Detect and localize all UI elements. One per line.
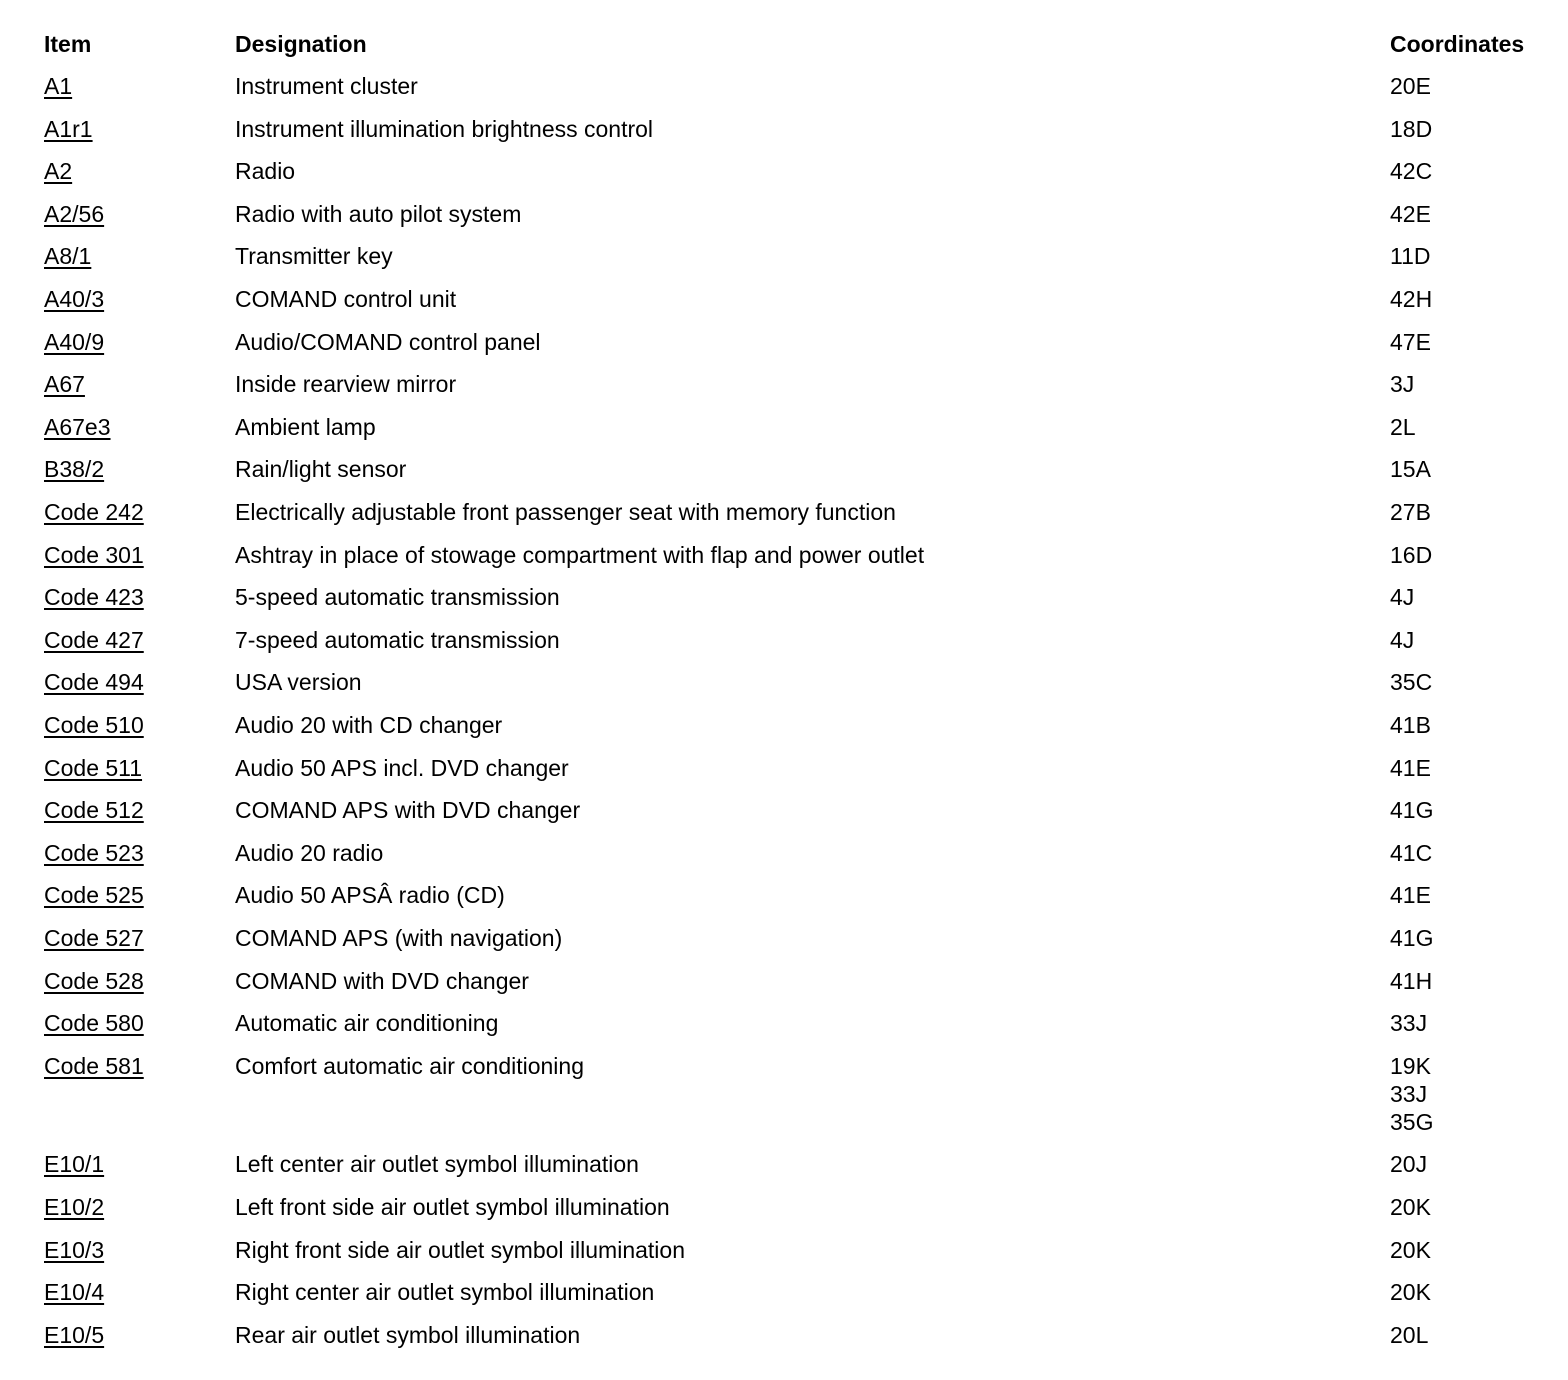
coordinate-value: 41E bbox=[1390, 882, 1431, 908]
designation-cell: Rain/light sensor bbox=[235, 456, 407, 482]
coordinate-value: 20K bbox=[1390, 1194, 1431, 1220]
coordinates-cell bbox=[1390, 839, 1432, 867]
item-link[interactable]: Code 494 bbox=[44, 669, 144, 695]
designation-cell: Inside rearview mirror bbox=[235, 371, 457, 397]
item-link[interactable]: Code 423 bbox=[44, 584, 144, 610]
designation-cell: Radio bbox=[235, 158, 296, 184]
coordinates-cell bbox=[1390, 242, 1431, 270]
designation-cell: Automatic air conditioning bbox=[235, 1010, 499, 1036]
item-link[interactable]: Code 427 bbox=[44, 627, 144, 653]
designation-cell: Instrument illumination brightness control bbox=[235, 116, 654, 142]
coordinates-cell bbox=[1390, 754, 1431, 782]
coordinate-value: 19K bbox=[1390, 1053, 1431, 1079]
coordinates-cell bbox=[1390, 541, 1432, 569]
item-link[interactable]: E10/5 bbox=[44, 1322, 105, 1348]
coordinate-value: 15A bbox=[1390, 456, 1431, 482]
designation-cell: Electrically adjustable front passenger seat with memory function bbox=[235, 499, 896, 525]
coordinates-cell bbox=[1390, 285, 1432, 313]
coordinate-value: 4J bbox=[1390, 584, 1415, 610]
item-link[interactable]: Code 525 bbox=[44, 882, 144, 908]
designation-cell: Left center air outlet symbol illumination bbox=[235, 1151, 639, 1177]
coordinate-value: 47E bbox=[1390, 329, 1431, 355]
item-link[interactable]: Code 580 bbox=[44, 1010, 144, 1036]
coordinate-value: 4J bbox=[1390, 627, 1415, 653]
coordinates-cell bbox=[1390, 1052, 1433, 1136]
coordinates-cell bbox=[1390, 413, 1416, 441]
coordinate-value: 35C bbox=[1390, 669, 1433, 695]
designation-cell: Instrument cluster bbox=[235, 73, 418, 99]
coordinate-value: 33J bbox=[1390, 1010, 1428, 1036]
coordinates-cell bbox=[1390, 1150, 1427, 1178]
designation-column-header: Designation bbox=[235, 31, 367, 57]
item-link[interactable]: Code 527 bbox=[44, 925, 144, 951]
coordinates-cell bbox=[1390, 1278, 1431, 1306]
coordinates-cell bbox=[1390, 626, 1414, 654]
coordinates-cell bbox=[1390, 498, 1431, 526]
coordinate-value: 41H bbox=[1390, 968, 1433, 994]
item-link[interactable]: B38/2 bbox=[44, 456, 105, 482]
designation-cell: Comfort automatic air conditioning bbox=[235, 1053, 584, 1079]
coordinates-cell bbox=[1390, 1193, 1431, 1221]
coordinate-value: 41B bbox=[1390, 712, 1431, 738]
item-link[interactable]: Code 523 bbox=[44, 840, 144, 866]
coordinates-cell bbox=[1390, 1321, 1428, 1349]
coordinates-cell bbox=[1390, 72, 1431, 100]
coordinates-cell bbox=[1390, 924, 1433, 952]
item-link[interactable]: A1 bbox=[44, 73, 73, 99]
coordinates-cell bbox=[1390, 157, 1432, 185]
designation-cell: Ashtray in place of stowage compartment with flap and power outlet bbox=[235, 542, 925, 568]
coordinates-cell bbox=[1390, 1236, 1431, 1264]
coordinates-cell bbox=[1390, 796, 1433, 824]
coordinates-cell bbox=[1390, 881, 1431, 909]
coordinate-value: 33J bbox=[1390, 1081, 1428, 1107]
coordinate-value: 16D bbox=[1390, 542, 1433, 568]
designation-cell: Audio/COMAND control panel bbox=[235, 329, 541, 355]
designation-cell: Radio with auto pilot system bbox=[235, 201, 522, 227]
coordinates-cell bbox=[1390, 328, 1431, 356]
item-link[interactable]: Code 511 bbox=[44, 755, 143, 781]
coordinates-cell bbox=[1390, 370, 1414, 398]
designation-cell: 5-speed automatic transmission bbox=[235, 584, 560, 610]
designation-cell: COMAND control unit bbox=[235, 286, 457, 312]
item-column-header: Item bbox=[44, 31, 92, 57]
designation-cell: Audio 50 APSÂ radio (CD) bbox=[235, 882, 505, 908]
designation-cell: COMAND APS (with navigation) bbox=[235, 925, 563, 951]
coordinate-value: 35G bbox=[1390, 1109, 1434, 1135]
item-link[interactable]: Code 528 bbox=[44, 968, 144, 994]
coordinates-cell bbox=[1390, 583, 1414, 611]
item-link[interactable]: A67e3 bbox=[44, 414, 111, 440]
designation-cell: Transmitter key bbox=[235, 243, 393, 269]
item-link[interactable]: A1r1 bbox=[44, 116, 93, 142]
item-link[interactable]: E10/2 bbox=[44, 1194, 105, 1220]
item-link[interactable]: E10/3 bbox=[44, 1237, 105, 1263]
designation-cell: Audio 50 APS incl. DVD changer bbox=[235, 755, 569, 781]
item-link[interactable]: A8/1 bbox=[44, 243, 92, 269]
coordinate-value: 11D bbox=[1390, 243, 1431, 269]
coordinate-value: 41G bbox=[1390, 797, 1434, 823]
coordinate-value: 27B bbox=[1390, 499, 1431, 525]
designation-cell: Audio 20 radio bbox=[235, 840, 384, 866]
item-link[interactable]: E10/4 bbox=[44, 1279, 105, 1305]
coordinates-cell bbox=[1390, 455, 1431, 483]
coordinate-value: 20K bbox=[1390, 1279, 1431, 1305]
designation-cell: 7-speed automatic transmission bbox=[235, 627, 560, 653]
designation-cell: Rear air outlet symbol illumination bbox=[235, 1322, 581, 1348]
designation-cell: Ambient lamp bbox=[235, 414, 376, 440]
coordinate-value: 2L bbox=[1390, 414, 1416, 440]
coordinates-cell bbox=[1390, 711, 1431, 739]
coordinate-value: 41E bbox=[1390, 755, 1431, 781]
item-link[interactable]: A2 bbox=[44, 158, 73, 184]
designation-cell: USA version bbox=[235, 669, 362, 695]
coordinate-value: 41G bbox=[1390, 925, 1434, 951]
designation-cell: Audio 20 with CD changer bbox=[235, 712, 503, 738]
coordinate-value: 20K bbox=[1390, 1237, 1431, 1263]
designation-cell: COMAND APS with DVD changer bbox=[235, 797, 581, 823]
item-link[interactable]: Code 242 bbox=[44, 499, 144, 525]
item-link[interactable]: E10/1 bbox=[44, 1151, 105, 1177]
coordinates-cell bbox=[1390, 668, 1432, 696]
item-link[interactable]: A40/9 bbox=[44, 329, 105, 355]
item-link[interactable]: Code 510 bbox=[44, 712, 144, 738]
coordinate-value: 20J bbox=[1390, 1151, 1428, 1177]
coordinate-value: 20E bbox=[1390, 73, 1431, 99]
item-link[interactable]: A67 bbox=[44, 371, 85, 397]
item-link[interactable]: Code 301 bbox=[44, 542, 144, 568]
coordinates-cell bbox=[1390, 115, 1432, 143]
coordinate-value: 41C bbox=[1390, 840, 1433, 866]
coordinates-cell bbox=[1390, 967, 1432, 995]
coordinates-column-header: Coordinates bbox=[1390, 31, 1525, 57]
item-link[interactable]: Code 581 bbox=[44, 1053, 144, 1079]
coordinate-value: 3J bbox=[1390, 371, 1415, 397]
coordinate-value: 42H bbox=[1390, 286, 1433, 312]
coordinate-value: 42C bbox=[1390, 158, 1433, 184]
designation-cell: Right center air outlet symbol illumination bbox=[235, 1279, 655, 1305]
designation-cell: Right front side air outlet symbol illumination bbox=[235, 1237, 685, 1263]
item-link[interactable]: Code 512 bbox=[44, 797, 144, 823]
coordinate-value: 20L bbox=[1390, 1322, 1429, 1348]
coordinate-value: 18D bbox=[1390, 116, 1433, 142]
coordinates-cell bbox=[1390, 1009, 1427, 1037]
item-link[interactable]: A2/56 bbox=[44, 201, 105, 227]
coordinate-value: 42E bbox=[1390, 201, 1431, 227]
designation-cell: COMAND with DVD changer bbox=[235, 968, 529, 994]
designation-cell: Left front side air outlet symbol illumination bbox=[235, 1194, 670, 1220]
coordinates-cell bbox=[1390, 200, 1431, 228]
item-link[interactable]: A40/3 bbox=[44, 286, 105, 312]
